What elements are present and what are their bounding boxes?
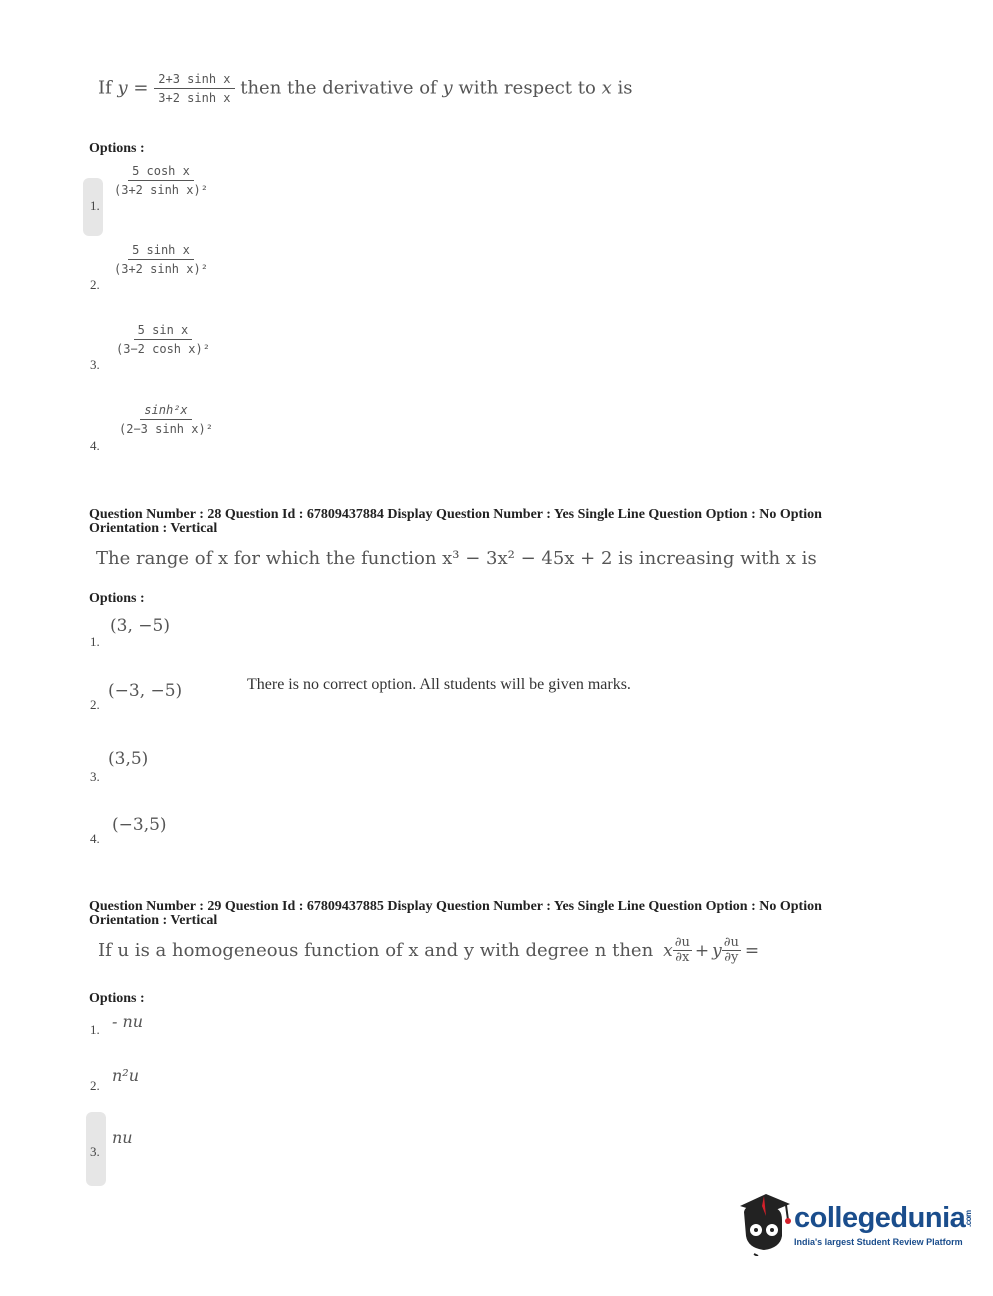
q29-option-1-number: 1. bbox=[90, 1022, 100, 1037]
q29-stem-line bbox=[98, 936, 759, 965]
q27-option-1-denominator: (3+2 sinh x)² bbox=[114, 183, 208, 197]
q28-options-label: Options : bbox=[89, 591, 145, 606]
q29-expr-plus: + bbox=[694, 940, 710, 961]
q28-stem: The range of x for which the function x³ − 3x² − 45x + 2 is increasing with x is bbox=[96, 548, 817, 569]
q27-option-2-fraction[interactable] bbox=[110, 243, 212, 276]
q28-option-4-text[interactable]: (−3,5) bbox=[112, 815, 167, 835]
q29-stem: If u is a homogeneous function of x and y with degree n then bbox=[98, 940, 654, 961]
q27-option-2-numerator: 5 sinh x bbox=[128, 243, 194, 260]
q29-expr-den2: ∂y bbox=[724, 950, 739, 965]
q28-note: There is no correct option. All students will be given marks. bbox=[247, 676, 631, 693]
q27-option-3-denominator: (3−2 cosh x)² bbox=[116, 342, 210, 356]
q29-expr-x: x bbox=[663, 940, 673, 961]
q27-stem-y2: y bbox=[442, 77, 453, 99]
q28-option-1-number: 1. bbox=[90, 634, 100, 649]
q27-stem bbox=[98, 72, 632, 105]
q28-meta: Question Number : 28 Question Id : 67809437884 Display Question Number : Yes Single Line Question Option : No Option Orientation : Vertical bbox=[89, 507, 822, 536]
q27-stem-wrt: with respect to bbox=[458, 77, 596, 99]
brand-logo[interactable] bbox=[736, 1190, 974, 1260]
q29-meta: Question Number : 29 Question Id : 67809437885 Display Question Number : Yes Single Line Question Option : No Option Orientation : Vertical bbox=[89, 899, 822, 928]
brand-name: collegedunia.com bbox=[794, 1202, 974, 1234]
q27-stem-is: is bbox=[617, 77, 633, 99]
q27-option-4-number: 4. bbox=[90, 438, 100, 453]
q29-option-3-text[interactable]: nu bbox=[112, 1128, 133, 1147]
q27-stem-x: x bbox=[601, 77, 612, 99]
q27-option-3-number: 3. bbox=[90, 357, 100, 372]
q29-option-1-text[interactable]: - nu bbox=[112, 1012, 144, 1031]
q29-expr-y: y bbox=[712, 940, 722, 961]
q27-stem-y: y bbox=[117, 77, 128, 99]
q29-expr-eq: = bbox=[744, 940, 760, 961]
q28-option-2-text[interactable]: (−3, −5) bbox=[108, 681, 183, 701]
brand-name-text: collegedunia bbox=[794, 1202, 966, 1234]
q27-option-1-fraction[interactable] bbox=[110, 164, 212, 197]
q29-options-label: Options : bbox=[89, 991, 145, 1006]
q27-option-2-denominator: (3+2 sinh x)² bbox=[114, 262, 208, 276]
q27-option-2-number: 2. bbox=[90, 277, 100, 292]
q27-stem-denominator: 3+2 sinh x bbox=[158, 91, 231, 105]
q28-option-3-text[interactable]: (3,5) bbox=[108, 749, 149, 769]
q29-expr-num2: ∂u bbox=[723, 935, 739, 950]
q28-option-2-number: 2. bbox=[90, 697, 100, 712]
q28-option-3-number: 3. bbox=[90, 769, 100, 784]
q27-option-3-numerator: 5 sin x bbox=[134, 323, 193, 340]
q27-option-4-fraction[interactable] bbox=[115, 403, 217, 436]
q29-expr-den1: ∂x bbox=[675, 950, 690, 965]
q29-option-3-number: 3. bbox=[90, 1144, 100, 1159]
q27-option-1-number: 1. bbox=[90, 198, 100, 213]
q27-option-4-denominator: (2−3 sinh x)² bbox=[119, 422, 213, 436]
q27-stem-tail: then the derivative of bbox=[240, 77, 437, 99]
q27-options-label: Options : bbox=[89, 141, 145, 156]
q28-option-1-text[interactable]: (3, −5) bbox=[110, 616, 170, 636]
q27-stem-numerator: 2+3 sinh x bbox=[154, 72, 234, 89]
brand-tagline: India's largest Student Review Platform bbox=[794, 1237, 963, 1247]
q29-expr-frac2 bbox=[722, 936, 741, 965]
q27-option-4-numerator: sinh²x bbox=[140, 403, 191, 420]
q29-expr-num1: ∂u bbox=[674, 935, 690, 950]
q27-stem-if: If bbox=[98, 77, 112, 99]
q29-option-2-text[interactable]: n²u bbox=[112, 1066, 140, 1085]
q29-expr-frac1 bbox=[673, 936, 692, 965]
q27-stem-fraction bbox=[154, 72, 234, 105]
student-mascot-icon bbox=[736, 1190, 792, 1256]
q28-option-4-number: 4. bbox=[90, 831, 100, 846]
q27-stem-eq: = bbox=[133, 77, 149, 99]
q27-option-1-numerator: 5 cosh x bbox=[128, 164, 194, 181]
q29-option-2-number: 2. bbox=[90, 1078, 100, 1093]
q27-option-3-fraction[interactable] bbox=[112, 323, 214, 356]
